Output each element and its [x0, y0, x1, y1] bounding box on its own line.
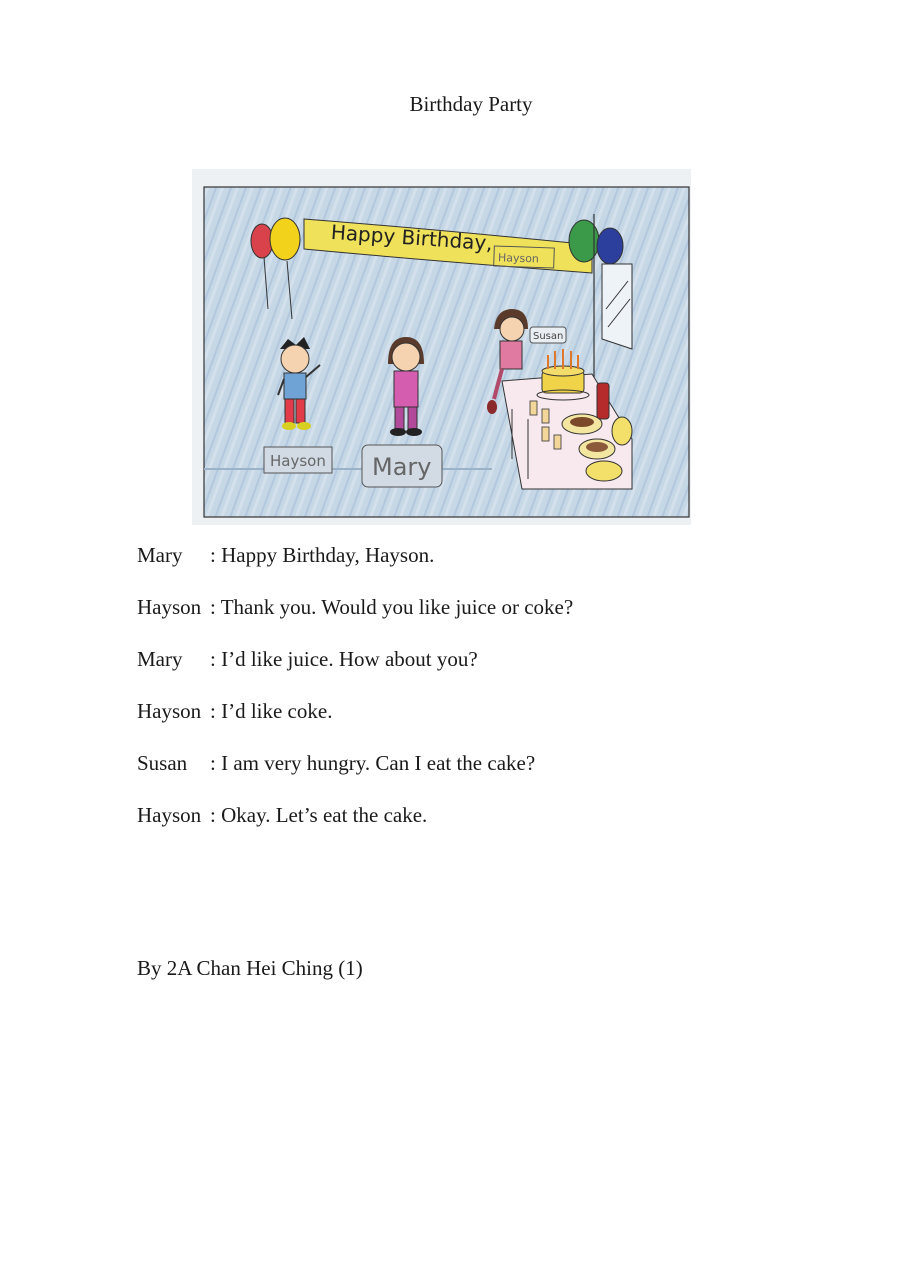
speaker-name: Hayson — [137, 699, 202, 723]
speaker-name: Susan — [137, 751, 188, 775]
dialogue-line — [137, 541, 434, 569]
name-tag-mary: Mary — [372, 453, 432, 481]
speaker-name: Hayson — [137, 803, 202, 827]
balloon-blue — [597, 228, 623, 264]
author-credit: By 2A Chan Hei Ching (1) — [137, 956, 363, 980]
dialogue-line — [137, 749, 535, 777]
dialogue-line — [137, 593, 573, 621]
speaker-name: Mary — [137, 647, 183, 671]
line-text: : Thank you. Would you like juice or coke? — [210, 595, 574, 619]
line-text: : I’d like juice. How about you? — [210, 647, 478, 671]
line-text: : I am very hungry. Can I eat the cake? — [210, 751, 536, 775]
dialogue-line — [137, 645, 478, 673]
name-tag-hayson: Hayson — [270, 452, 326, 470]
banner-name-tag: Hayson — [497, 251, 540, 266]
speaker-name: Mary — [137, 543, 183, 567]
speaker-name: Hayson — [137, 595, 202, 619]
line-text: : I’d like coke. — [210, 699, 333, 723]
name-tag-susan: Susan — [533, 331, 564, 342]
line-text: : Okay. Let’s eat the cake. — [210, 803, 428, 827]
dialogue-line — [137, 697, 332, 725]
line-text: : Happy Birthday, Hayson. — [210, 543, 435, 567]
page-title: Birthday Party — [409, 92, 533, 116]
banner-text: Happy Birthday, — [330, 219, 494, 256]
coke-bottle — [597, 383, 609, 419]
birthday-drawing — [192, 169, 691, 525]
dialogue-line — [137, 801, 427, 829]
balloon-yellow — [270, 218, 300, 260]
